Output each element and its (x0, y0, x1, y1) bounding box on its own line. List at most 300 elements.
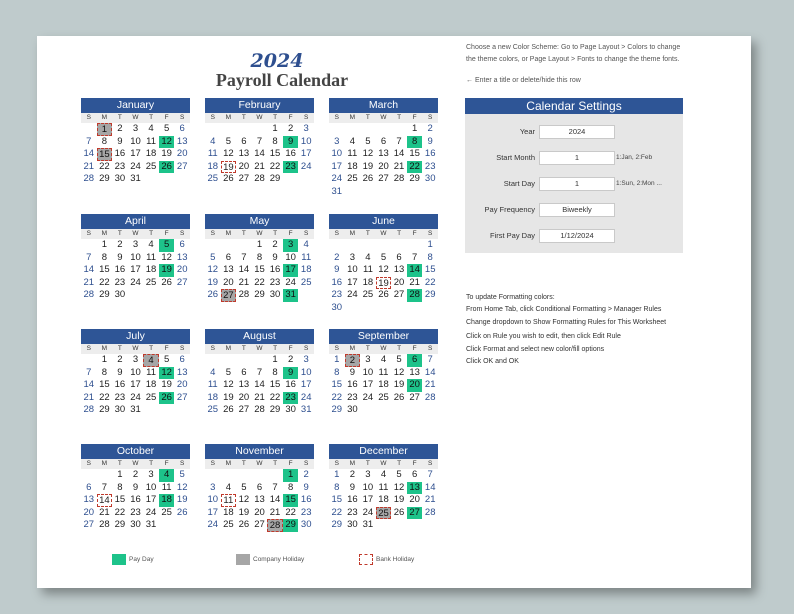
day-cell[interactable]: 25 (378, 391, 389, 403)
day-cell[interactable]: 19 (376, 277, 392, 290)
day-cell[interactable]: 3 (132, 239, 139, 250)
day-cell[interactable]: 20 (393, 276, 405, 288)
day-cell[interactable]: 26 (223, 173, 234, 185)
day-cell[interactable]: 6 (411, 469, 418, 480)
day-cell[interactable]: 4 (148, 239, 154, 250)
day-cell[interactable]: 26 (161, 276, 172, 288)
day-cell[interactable]: 30 (300, 519, 312, 531)
day-cell[interactable]: 2 (345, 354, 361, 367)
day-cell[interactable]: 24 (130, 276, 141, 288)
day-cell[interactable]: 10 (300, 366, 312, 378)
day-cell[interactable]: 22 (331, 391, 343, 403)
day-cell[interactable]: 22 (99, 160, 110, 172)
day-cell[interactable]: 18 (300, 264, 312, 276)
day-cell[interactable]: 3 (210, 481, 216, 493)
day-cell[interactable]: 4 (210, 366, 216, 378)
day-cell[interactable]: 6 (179, 354, 185, 365)
day-cell[interactable]: 20 (238, 391, 250, 403)
day-cell[interactable]: 16 (300, 494, 312, 506)
day-cell[interactable]: 15 (269, 148, 281, 160)
day-cell[interactable]: 9 (117, 251, 123, 263)
day-cell[interactable]: 14 (238, 264, 250, 276)
day-cell[interactable]: 6 (407, 354, 423, 367)
day-cell[interactable]: 17 (300, 379, 312, 391)
day-cell[interactable]: 29 (331, 519, 343, 531)
day-cell[interactable]: 3 (283, 239, 299, 252)
day-cell[interactable]: 28 (238, 289, 250, 301)
day-cell[interactable]: 26 (378, 289, 389, 301)
day-cell[interactable]: 5 (365, 135, 371, 147)
day-cell[interactable]: 28 (424, 391, 436, 403)
day-cell[interactable]: 1 (101, 354, 107, 365)
day-cell[interactable]: 27 (221, 289, 237, 302)
day-cell[interactable]: 27 (176, 391, 188, 403)
day-cell[interactable]: 10 (362, 481, 374, 493)
day-cell[interactable]: 19 (221, 161, 237, 174)
day-cell[interactable]: 27 (378, 173, 389, 185)
day-cell[interactable]: 1 (97, 123, 113, 136)
day-cell[interactable]: 29 (409, 173, 420, 185)
day-cell[interactable]: 17 (130, 379, 141, 391)
day-cell[interactable]: 9 (272, 251, 278, 263)
day-cell[interactable]: 18 (145, 264, 157, 276)
day-cell[interactable]: 21 (254, 391, 265, 403)
day-cell[interactable]: 23 (269, 276, 281, 288)
first-pay-day-input[interactable]: 1/12/2024 (539, 229, 615, 243)
day-cell[interactable]: 18 (223, 506, 234, 518)
day-cell[interactable]: 11 (347, 148, 358, 160)
day-cell[interactable]: 17 (130, 148, 141, 160)
day-cell[interactable]: 21 (424, 379, 436, 391)
day-cell[interactable]: 8 (101, 366, 107, 378)
day-cell[interactable]: 24 (362, 391, 374, 403)
day-cell[interactable]: 17 (362, 494, 374, 506)
day-cell[interactable]: 9 (283, 367, 299, 380)
calendar-year[interactable]: 2024 (250, 50, 304, 72)
day-cell[interactable]: 4 (148, 123, 154, 134)
day-cell[interactable]: 3 (303, 123, 309, 134)
day-cell[interactable]: 23 (347, 391, 358, 403)
day-cell[interactable]: 25 (223, 519, 234, 531)
day-cell[interactable]: 24 (130, 391, 141, 403)
day-cell[interactable]: 7 (86, 251, 92, 263)
day-cell[interactable]: 28 (83, 404, 95, 416)
day-cell[interactable]: 10 (347, 264, 358, 276)
day-cell[interactable]: 16 (331, 276, 343, 288)
day-cell[interactable]: 26 (393, 506, 405, 518)
day-cell[interactable]: 24 (347, 289, 358, 301)
day-cell[interactable]: 31 (130, 404, 141, 416)
day-cell[interactable]: 2 (349, 469, 355, 480)
day-cell[interactable]: 13 (238, 379, 250, 391)
day-cell[interactable]: 2 (334, 251, 340, 263)
day-cell[interactable]: 4 (143, 354, 159, 367)
day-cell[interactable]: 21 (424, 494, 436, 506)
day-cell[interactable]: 29 (424, 289, 436, 301)
day-cell[interactable]: 11 (146, 366, 156, 378)
day-cell[interactable]: 10 (300, 135, 312, 147)
day-cell[interactable]: 17 (145, 494, 157, 506)
day-cell[interactable]: 21 (83, 160, 95, 172)
day-cell[interactable]: 22 (99, 276, 110, 288)
day-cell[interactable]: 21 (83, 391, 95, 403)
day-cell[interactable]: 28 (83, 173, 95, 185)
day-cell[interactable]: 24 (130, 160, 141, 172)
day-cell[interactable]: 21 (238, 276, 250, 288)
day-cell[interactable]: 6 (380, 135, 387, 147)
day-cell[interactable]: 4 (225, 481, 231, 493)
day-cell[interactable]: 12 (207, 264, 219, 276)
day-cell[interactable]: 15 (331, 494, 343, 506)
day-cell[interactable]: 6 (225, 251, 231, 263)
day-cell[interactable]: 18 (378, 379, 389, 391)
day-cell[interactable]: 14 (83, 148, 95, 160)
day-cell[interactable]: 11 (362, 264, 373, 276)
day-cell[interactable]: 13 (409, 366, 420, 378)
day-cell[interactable]: 5 (396, 469, 402, 480)
day-cell[interactable]: 7 (256, 366, 263, 378)
day-cell[interactable]: 11 (221, 494, 237, 507)
day-cell[interactable]: 17 (300, 148, 312, 160)
day-cell[interactable]: 13 (393, 264, 405, 276)
day-cell[interactable]: 16 (114, 264, 126, 276)
day-cell[interactable]: 1 (334, 354, 340, 365)
day-cell[interactable]: 3 (349, 251, 355, 263)
day-cell[interactable]: 19 (393, 379, 405, 391)
day-cell[interactable]: 13 (223, 264, 234, 276)
day-cell[interactable]: 10 (362, 366, 374, 378)
day-cell[interactable]: 20 (176, 148, 188, 160)
day-cell[interactable]: 19 (238, 506, 250, 518)
day-cell[interactable]: 19 (223, 391, 234, 403)
day-cell[interactable]: 19 (207, 276, 219, 288)
day-cell[interactable]: 12 (159, 367, 175, 380)
day-cell[interactable]: 12 (223, 379, 234, 391)
day-cell[interactable]: 1 (334, 469, 340, 480)
day-cell[interactable]: 6 (256, 481, 263, 493)
day-cell[interactable]: 10 (130, 251, 141, 263)
day-cell[interactable]: 4 (349, 135, 355, 147)
day-cell[interactable]: 31 (331, 185, 343, 197)
day-cell[interactable]: 17 (207, 506, 219, 518)
day-cell[interactable]: 20 (407, 379, 423, 392)
day-cell[interactable]: 2 (272, 239, 278, 250)
day-cell[interactable]: 13 (407, 482, 423, 495)
day-cell[interactable]: 27 (407, 507, 423, 520)
day-cell[interactable]: 5 (179, 469, 185, 480)
day-cell[interactable]: 18 (207, 160, 219, 172)
day-cell[interactable]: 8 (117, 481, 123, 493)
day-cell[interactable]: 23 (283, 161, 299, 174)
day-cell[interactable]: 26 (176, 506, 188, 518)
day-cell[interactable]: 7 (427, 469, 433, 480)
day-cell[interactable]: 23 (283, 392, 299, 405)
day-cell[interactable]: 18 (145, 148, 157, 160)
day-cell[interactable]: 7 (411, 251, 418, 263)
day-cell[interactable]: 8 (272, 135, 278, 147)
day-cell[interactable]: 28 (267, 519, 283, 532)
day-cell[interactable]: 27 (83, 519, 95, 531)
day-cell[interactable]: 2 (117, 354, 123, 365)
day-cell[interactable]: 1 (411, 123, 418, 134)
day-cell[interactable]: 31 (362, 519, 374, 531)
day-cell[interactable]: 30 (114, 404, 126, 416)
day-cell[interactable]: 27 (254, 519, 265, 531)
day-cell[interactable]: 6 (241, 366, 247, 378)
day-cell[interactable]: 23 (114, 391, 126, 403)
day-cell[interactable]: 11 (301, 251, 312, 263)
day-cell[interactable]: 3 (334, 135, 340, 147)
day-cell[interactable]: 24 (207, 519, 219, 531)
day-cell[interactable]: 25 (145, 276, 157, 288)
day-cell[interactable]: 25 (207, 404, 219, 416)
day-cell[interactable]: 22 (114, 506, 126, 518)
day-cell[interactable]: 16 (114, 379, 126, 391)
day-cell[interactable]: 9 (117, 366, 123, 378)
day-cell[interactable]: 30 (114, 173, 126, 185)
day-cell[interactable]: 16 (285, 148, 296, 160)
day-cell[interactable]: 23 (424, 160, 436, 172)
day-cell[interactable]: 19 (161, 148, 172, 160)
day-cell[interactable]: 3 (303, 354, 309, 365)
day-cell[interactable]: 2 (287, 354, 294, 365)
day-cell[interactable]: 14 (424, 366, 436, 378)
day-cell[interactable]: 3 (365, 469, 371, 480)
day-cell[interactable]: 30 (130, 519, 141, 531)
day-cell[interactable]: 28 (407, 289, 423, 302)
day-cell[interactable]: 14 (424, 481, 436, 493)
day-cell[interactable]: 8 (272, 366, 278, 378)
day-cell[interactable]: 29 (114, 519, 126, 531)
day-cell[interactable]: 12 (238, 494, 250, 506)
day-cell[interactable]: 6 (396, 251, 402, 263)
day-cell[interactable]: 20 (254, 506, 265, 518)
day-cell[interactable]: 17 (362, 379, 374, 391)
day-cell[interactable]: 7 (86, 366, 92, 378)
day-cell[interactable]: 25 (207, 173, 219, 185)
day-cell[interactable]: 1 (272, 123, 278, 134)
day-cell[interactable]: 9 (132, 481, 139, 493)
day-cell[interactable]: 12 (378, 264, 389, 276)
day-cell[interactable]: 17 (331, 160, 343, 172)
day-cell[interactable]: 12 (159, 136, 175, 149)
day-cell[interactable]: 20 (223, 276, 234, 288)
day-cell[interactable]: 11 (378, 366, 389, 378)
day-cell[interactable]: 13 (83, 494, 95, 506)
day-cell[interactable]: 3 (365, 354, 371, 365)
calendar-title[interactable]: Payroll Calendar (215, 70, 349, 90)
day-cell[interactable]: 25 (300, 276, 312, 288)
day-cell[interactable]: 29 (331, 404, 343, 416)
day-cell[interactable]: 14 (83, 379, 95, 391)
day-cell[interactable]: 23 (331, 289, 343, 301)
day-cell[interactable]: 25 (376, 507, 392, 520)
day-cell[interactable]: 29 (99, 173, 110, 185)
day-cell[interactable]: 21 (269, 506, 281, 518)
day-cell[interactable]: 3 (148, 469, 154, 480)
day-cell[interactable]: 10 (130, 366, 141, 378)
day-cell[interactable]: 14 (254, 379, 265, 391)
day-cell[interactable]: 24 (300, 160, 312, 172)
day-cell[interactable]: 29 (99, 289, 110, 301)
day-cell[interactable]: 12 (223, 148, 234, 160)
day-cell[interactable]: 2 (132, 469, 139, 480)
day-cell[interactable]: 7 (272, 481, 278, 493)
start-day-input[interactable]: 1 (539, 177, 615, 191)
day-cell[interactable]: 27 (393, 289, 405, 301)
day-cell[interactable]: 8 (101, 135, 107, 147)
day-cell[interactable]: 8 (334, 481, 340, 493)
day-cell[interactable]: 15 (331, 379, 343, 391)
day-cell[interactable]: 15 (409, 148, 420, 160)
day-cell[interactable]: 3 (132, 354, 139, 365)
day-cell[interactable]: 16 (424, 148, 436, 160)
day-cell[interactable]: 4 (380, 469, 387, 480)
day-cell[interactable]: 5 (241, 481, 247, 493)
day-cell[interactable]: 16 (347, 494, 358, 506)
day-cell[interactable]: 5 (163, 123, 170, 134)
day-cell[interactable]: 29 (269, 404, 281, 416)
day-cell[interactable]: 1 (272, 354, 278, 365)
day-cell[interactable]: 26 (223, 404, 234, 416)
day-cell[interactable]: 2 (287, 123, 294, 134)
day-cell[interactable]: 11 (146, 251, 156, 263)
day-cell[interactable]: 16 (269, 264, 281, 276)
day-cell[interactable]: 23 (130, 506, 141, 518)
day-cell[interactable]: 16 (130, 494, 141, 506)
day-cell[interactable]: 6 (179, 123, 185, 134)
day-cell[interactable]: 19 (362, 160, 374, 172)
day-cell[interactable]: 26 (159, 161, 175, 174)
day-cell[interactable]: 9 (283, 136, 299, 149)
day-cell[interactable]: 15 (269, 379, 281, 391)
day-cell[interactable]: 9 (427, 135, 433, 147)
day-cell[interactable]: 20 (176, 379, 188, 391)
day-cell[interactable]: 29 (254, 289, 265, 301)
day-cell[interactable]: 30 (331, 301, 343, 313)
day-cell[interactable]: 8 (256, 251, 263, 263)
year-input[interactable]: 2024 (539, 125, 615, 139)
day-cell[interactable]: 28 (83, 289, 95, 301)
day-cell[interactable]: 5 (396, 354, 402, 365)
day-cell[interactable]: 23 (300, 506, 312, 518)
day-cell[interactable]: 18 (159, 494, 175, 507)
day-cell[interactable]: 14 (393, 148, 405, 160)
day-cell[interactable]: 2 (117, 123, 123, 134)
day-cell[interactable]: 24 (145, 506, 157, 518)
day-cell[interactable]: 2 (427, 123, 433, 134)
day-cell[interactable]: 18 (207, 391, 219, 403)
day-cell[interactable]: 4 (210, 135, 216, 147)
day-cell[interactable]: 24 (331, 173, 343, 185)
day-cell[interactable]: 10 (331, 148, 343, 160)
day-cell[interactable]: 31 (283, 289, 299, 302)
day-cell[interactable]: 10 (285, 251, 296, 263)
day-cell[interactable]: 28 (424, 506, 436, 518)
day-cell[interactable]: 22 (269, 160, 281, 172)
day-cell[interactable]: 5 (225, 135, 231, 147)
day-cell[interactable]: 22 (269, 391, 281, 403)
day-cell[interactable]: 15 (114, 494, 126, 506)
day-cell[interactable]: 5 (225, 366, 231, 378)
day-cell[interactable]: 11 (378, 481, 389, 493)
day-cell[interactable]: 15 (97, 148, 113, 161)
day-cell[interactable]: 16 (114, 148, 126, 160)
day-cell[interactable]: 20 (409, 494, 420, 506)
day-cell[interactable]: 30 (114, 289, 126, 301)
day-cell[interactable]: 11 (207, 148, 218, 160)
day-cell[interactable]: 22 (99, 391, 110, 403)
day-cell[interactable]: 7 (101, 481, 107, 493)
day-cell[interactable]: 9 (303, 481, 309, 493)
day-cell[interactable]: 13 (238, 148, 250, 160)
day-cell[interactable]: 6 (179, 239, 185, 250)
day-cell[interactable]: 29 (269, 173, 281, 185)
day-cell[interactable]: 26 (362, 173, 374, 185)
day-cell[interactable]: 12 (176, 481, 188, 493)
day-cell[interactable]: 13 (254, 494, 265, 506)
day-cell[interactable]: 28 (393, 173, 405, 185)
start-month-input[interactable]: 1 (539, 151, 615, 165)
day-cell[interactable]: 21 (409, 276, 420, 288)
day-cell[interactable]: 24 (362, 506, 374, 518)
day-cell[interactable]: 29 (283, 519, 299, 532)
day-cell[interactable]: 15 (99, 379, 110, 391)
day-cell[interactable]: 20 (378, 160, 389, 172)
day-cell[interactable]: 21 (83, 276, 95, 288)
day-cell[interactable]: 16 (285, 379, 296, 391)
day-cell[interactable]: 29 (99, 404, 110, 416)
day-cell[interactable]: 14 (97, 494, 113, 507)
day-cell[interactable]: 8 (287, 481, 294, 493)
day-cell[interactable]: 11 (207, 379, 218, 391)
day-cell[interactable]: 25 (362, 289, 374, 301)
day-cell[interactable]: 9 (349, 481, 355, 493)
day-cell[interactable]: 1 (427, 239, 433, 250)
day-cell[interactable]: 4 (380, 354, 387, 365)
day-cell[interactable]: 21 (393, 160, 405, 172)
day-cell[interactable]: 31 (145, 519, 157, 531)
day-cell[interactable]: 18 (378, 494, 389, 506)
day-cell[interactable]: 5 (159, 239, 175, 252)
day-cell[interactable]: 31 (130, 173, 141, 185)
day-cell[interactable]: 12 (393, 481, 405, 493)
day-cell[interactable]: 7 (256, 135, 263, 147)
day-cell[interactable]: 31 (300, 404, 312, 416)
day-cell[interactable]: 30 (285, 404, 296, 416)
day-cell[interactable]: 14 (254, 148, 265, 160)
day-cell[interactable]: 28 (254, 404, 265, 416)
day-cell[interactable]: 26 (238, 519, 250, 531)
day-cell[interactable]: 13 (176, 251, 188, 263)
day-cell[interactable]: 4 (159, 469, 175, 482)
day-cell[interactable]: 19 (161, 379, 172, 391)
day-cell[interactable]: 22 (285, 506, 296, 518)
day-cell[interactable]: 1 (283, 469, 299, 482)
day-cell[interactable]: 11 (146, 135, 156, 147)
day-cell[interactable]: 30 (347, 519, 358, 531)
day-cell[interactable]: 9 (349, 366, 355, 378)
day-cell[interactable]: 16 (347, 379, 358, 391)
day-cell[interactable]: 8 (427, 251, 433, 263)
day-cell[interactable]: 17 (283, 264, 299, 277)
day-cell[interactable]: 26 (207, 289, 219, 301)
day-cell[interactable]: 2 (117, 239, 123, 250)
day-cell[interactable]: 17 (347, 276, 358, 288)
day-cell[interactable]: 10 (130, 135, 141, 147)
day-cell[interactable]: 22 (254, 276, 265, 288)
day-cell[interactable]: 2 (303, 469, 309, 480)
